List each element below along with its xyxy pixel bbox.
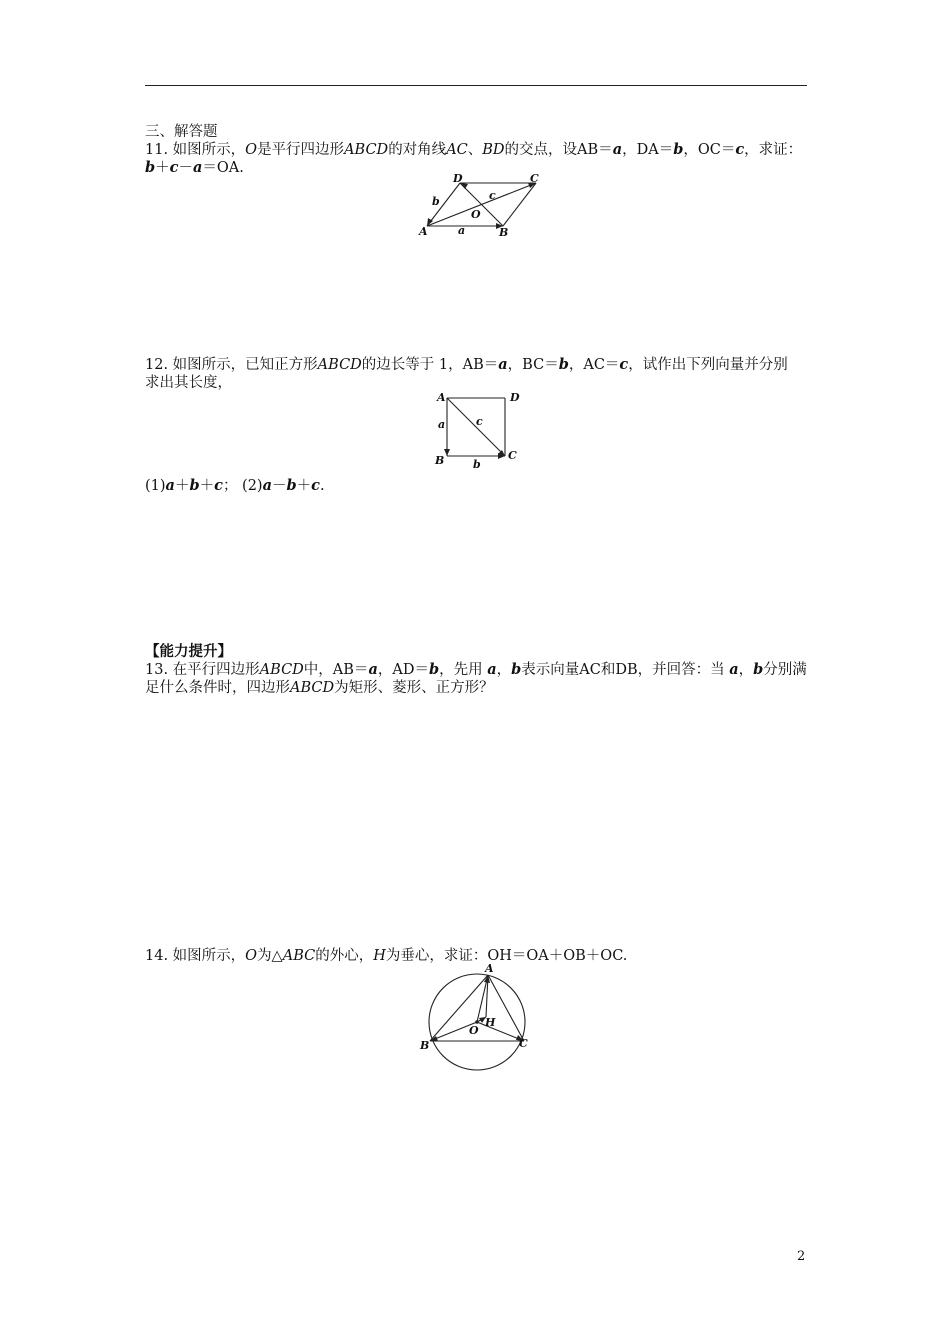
q14-line1: 14. 如图所示，O为△ABC的外心，H为垂心，求证：OH＝OA＋OB＋OC. [145, 948, 628, 964]
q12-label-c: c [476, 415, 483, 428]
q12-line1: 12. 如图所示，已知正方形ABCD的边长等于 1，AB＝a，BC＝b，AC＝c，试作出下列向量并分别 [145, 356, 788, 373]
section-title: 三、解答题 [145, 124, 218, 140]
q11-line2: b＋c－a＝OA. [145, 159, 244, 176]
q12-label-b: b [473, 458, 481, 471]
q11-line1: 11. 如图所示，O是平行四边形ABCD的对角线AC、BD的交点，设AB＝a，DA＝b，OC＝c，求证： [145, 141, 803, 158]
q14-label-O: O [469, 1024, 479, 1037]
q12-label-a: a [438, 418, 446, 431]
q14-circumcircle-figure [415, 960, 545, 1075]
header-rule [145, 85, 807, 86]
q12-label-B: B [435, 454, 445, 467]
q11-parallelogram-figure [415, 172, 545, 240]
q14-label-H: H [485, 1016, 496, 1029]
q11-label-c: c [489, 189, 496, 202]
q12-line2: 求出其长度， [145, 375, 232, 391]
ability-title: 【能力提升】 [145, 644, 232, 660]
q11-label-b: b [432, 195, 440, 208]
q12-square-figure [430, 388, 530, 472]
q12-label-D: D [510, 391, 520, 404]
q14-label-B: B [420, 1039, 430, 1052]
q14-label-C: C [519, 1037, 528, 1050]
q13-line1: 13. 在平行四边形ABCD中，AB＝a，AD＝b，先用 a，b表示向量AC和DB，并回答：当 a，b分别满 [145, 661, 807, 678]
q12-label-C: C [508, 449, 517, 462]
q11-label-D: D [453, 172, 463, 185]
page-number: 2 [797, 1249, 806, 1264]
q13-line2: 足什么条件时，四边形ABCD为矩形、菱形、正方形？ [145, 680, 494, 696]
q12-parts: (1)a＋b＋c； (2)a－b＋c. [145, 477, 325, 494]
q11-label-O: O [471, 208, 481, 221]
q11-label-A: A [419, 225, 428, 238]
q14-label-A: A [485, 962, 494, 975]
q12-label-A: A [437, 391, 446, 404]
q11-label-a: a [458, 224, 466, 237]
q11-label-B: B [499, 226, 509, 239]
q11-label-C: C [530, 172, 539, 185]
